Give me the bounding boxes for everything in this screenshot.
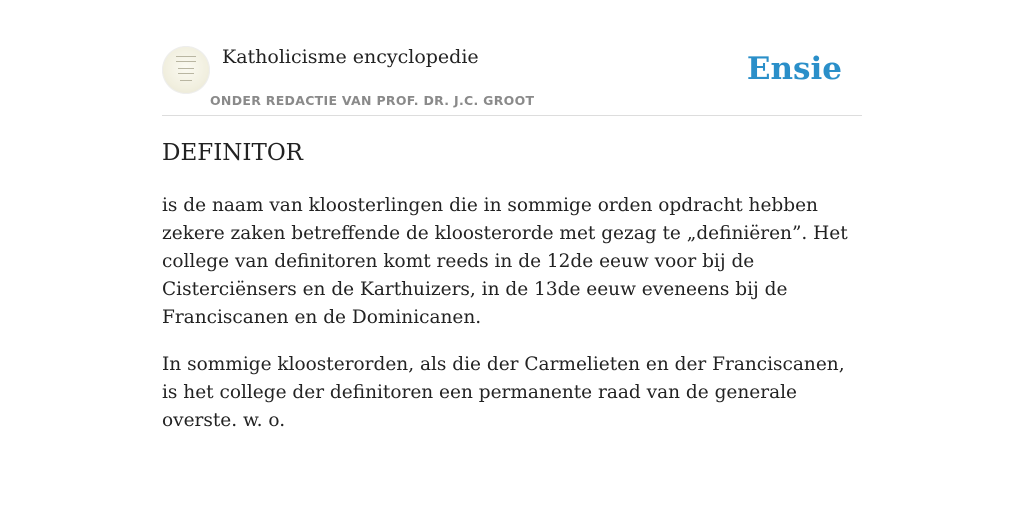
page-title: DEFINITOR bbox=[162, 140, 303, 166]
article-paragraph: is de naam van kloosterlingen die in sommige orden opdracht hebben zekere zaken betreffende de kloosterorde met gezag te „definiëren”. Het college van definitoren komt reeds in de 12de eeuw voor bij de Cisterciënsers en de Karthuizers, in de 13de eeuw eveneens bij de Franciscanen en de Dominicanen. bbox=[162, 195, 848, 328]
book-title[interactable]: Katholicisme encyclopedie bbox=[222, 46, 479, 68]
header bbox=[162, 40, 862, 116]
editor-credit: ONDER REDACTIE VAN PROF. DR. J.C. GROOT bbox=[210, 93, 535, 108]
brand-logo[interactable]: Ensie bbox=[746, 51, 842, 87]
book-cover-icon[interactable] bbox=[162, 46, 210, 94]
article-paragraph: In sommige kloosterorden, als die der Carmelieten en der Franciscanen, is het college der definitoren een permanente raad van de generale overste. w. o. bbox=[162, 354, 845, 431]
article-body bbox=[162, 192, 862, 454]
